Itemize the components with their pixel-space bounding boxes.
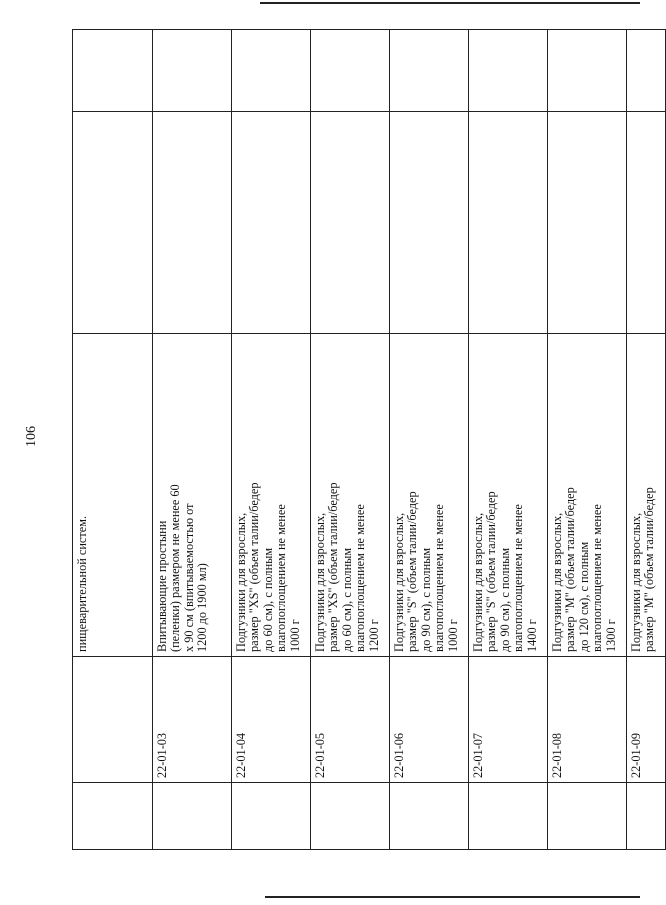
table-row — [390, 30, 469, 850]
table-cell — [311, 783, 390, 850]
table-cell — [627, 112, 666, 334]
table-cell — [232, 112, 311, 334]
table-cell — [311, 112, 390, 334]
item-description: Подгузники для взрослых, размер "S" (объем талии/бедер до 90 см), с полным влагопоглощением не менее 1000 г — [390, 334, 469, 657]
table-row — [311, 30, 390, 850]
item-code: 22-01-06 — [390, 657, 469, 783]
table-cell — [390, 30, 469, 112]
table-cell — [627, 783, 666, 850]
item-code: 22-01-03 — [153, 657, 232, 783]
table-cell-text: пищеварительной систем. — [73, 334, 153, 657]
table-cell — [311, 30, 390, 112]
table-row — [548, 30, 627, 850]
table-cell — [232, 783, 311, 850]
table-cell — [390, 783, 469, 850]
item-description: Впитывающие простыни (пеленки) размером не менее 60 х 90 см (впитываемостью от 1200 до 1900 мл) — [153, 334, 232, 657]
table-cell — [73, 783, 153, 850]
item-code: 22-01-04 — [232, 657, 311, 783]
table-cell — [73, 657, 153, 783]
table-cell — [153, 112, 232, 334]
table-row — [73, 30, 153, 850]
table-cell — [469, 30, 548, 112]
table-cell — [469, 783, 548, 850]
table-row — [469, 30, 548, 850]
table-cell — [548, 783, 627, 850]
table-cell — [627, 30, 666, 112]
item-code: 22-01-08 — [548, 657, 627, 783]
table-cell — [153, 30, 232, 112]
table-cell — [548, 30, 627, 112]
table-cell — [469, 112, 548, 334]
classification-table — [72, 29, 666, 850]
table-cell — [73, 112, 153, 334]
table-cell — [73, 30, 153, 112]
item-description: Подгузники для взрослых, размер "M" (объем талии/бедер до 120 см), с полным влагопоглощением не менее 1300 г — [548, 334, 627, 657]
item-code: 22-01-05 — [311, 657, 390, 783]
item-code: 22-01-09 — [627, 657, 666, 783]
table-cell — [390, 112, 469, 334]
table-row — [627, 30, 666, 850]
item-description: Подгузники для взрослых, размер "M" (объем талии/бедер — [627, 334, 666, 657]
item-description: Подгузники для взрослых, размер "S" (объем талии/бедер до 90 см), с полным влагопоглощением не менее 1400 г — [469, 334, 548, 657]
item-description: Подгузники для взрослых, размер "XS" (объем талии/бедер до 60 см), с полным влагопоглощением не менее 1000 г — [232, 334, 311, 657]
table-row — [153, 30, 232, 850]
item-code: 22-01-07 — [469, 657, 548, 783]
table-row — [232, 30, 311, 850]
table-cell — [232, 30, 311, 112]
table-cell — [153, 783, 232, 850]
table-cell — [548, 112, 627, 334]
page-number: 106 — [24, 426, 39, 447]
item-description: Подгузники для взрослых, размер "XS" (объем талии/бедер до 60 см), с полным влагопоглощением не менее 1200 г — [311, 334, 390, 657]
